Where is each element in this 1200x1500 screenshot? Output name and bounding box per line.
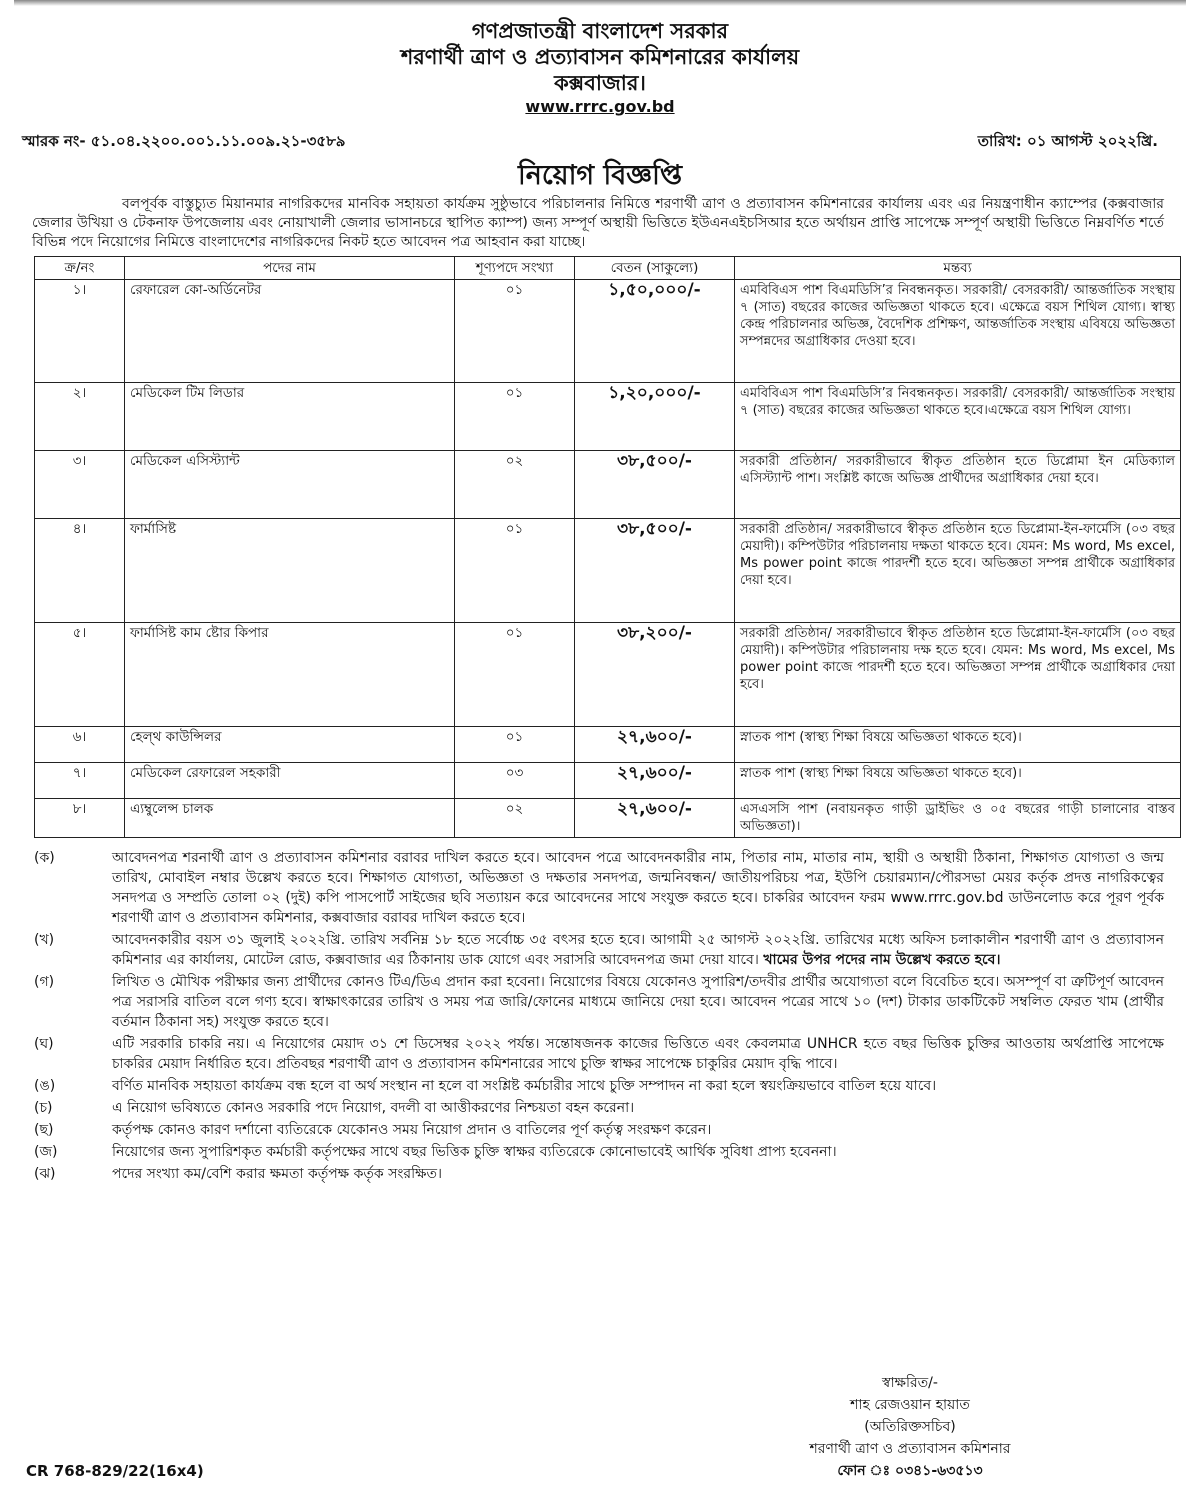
govt-title: গণপ্রজাতন্ত্রী বাংলাদেশ সরকার xyxy=(471,19,729,43)
condition-item xyxy=(34,1098,1164,1118)
cell-vacancy: ০২ xyxy=(455,451,575,519)
condition-item xyxy=(34,1164,1164,1184)
cell-sl: ৩। xyxy=(35,451,125,519)
condition-label: (ঘ) xyxy=(34,1036,54,1052)
notice-title: নিয়োগ বিজ্ঞপ্তি xyxy=(517,160,683,191)
memo-date: তারিখ: ০১ আগস্ট ২০২২খ্রি. xyxy=(977,132,1158,150)
table-row xyxy=(35,727,1181,763)
table-header-row xyxy=(35,257,1181,280)
condition-item xyxy=(34,1120,1164,1140)
cell-sl: ৪। xyxy=(35,519,125,623)
cell-salary: ৩৮,৫০০/- xyxy=(575,451,735,519)
cell-vacancy: ০১ xyxy=(455,623,575,727)
condition-item xyxy=(34,1142,1164,1162)
cell-vacancy: ০১ xyxy=(455,383,575,451)
cell-post: মেডিকেল রেফারেল সহকারী xyxy=(125,763,455,799)
cell-post: ফার্মাসিষ্ট xyxy=(125,519,455,623)
condition-label: (ঝ) xyxy=(34,1166,56,1182)
condition-label: (গ) xyxy=(34,974,55,990)
table-row xyxy=(35,799,1181,838)
header-block xyxy=(14,18,1186,118)
signature-block xyxy=(720,1372,1100,1482)
condition-item xyxy=(34,848,1164,928)
condition-label: (ক) xyxy=(34,850,55,866)
condition-text: নিয়োগের জন্য সুপারিশকৃত কর্মচারী কর্তৃপক্ষের সাথে বছর ভিত্তিক চুক্তি স্বাক্ষর ব্যতিরেকে কোনোভাবেই আর্থিক সুবিধা প্রাপ্য হবেননা। xyxy=(112,1144,837,1160)
condition-item xyxy=(34,972,1164,1032)
condition-label: (ছ) xyxy=(34,1122,54,1138)
condition-text: কর্তৃপক্ষ কোনও কারণ দর্শানো ব্যতিরেকে যেকোনও সময় নিয়োগ প্রদান ও বাতিলের পূর্ণ কর্তৃত্ব সংরক্ষণ করেন। xyxy=(112,1122,712,1138)
intro-paragraph: বলপূর্বক বাস্তুচ্যুত মিয়ানমার নাগরিকদের মানবিক সহায়তা কার্যক্রম সুষ্ঠুভাবে পরিচালনার নিমিত্তে শরণার্থী ত্রাণ ও প্রত্যাবাসন কমিশনারের কার্যালয় এবং এর নিয়ন্ত্রণাধীন ক্যাম্পের (কক্সবাজার জেলার উখিয়া ও টেকনাফ উপজেলায় এবং নোয়াখালী জেলার ভাসানচরে স্থাপিত ক্যাম্প) জন্য সম্পূর্ণ অস্থায়ী ভিত্তিতে ইউএনএইচসিআর হতে অর্থায়ন প্রাপ্তি সাপেক্ষে সম্পূর্ণ অস্থায়ী ভিত্তিতে নিম্নবর্ণিত শর্তে বিভিন্ন পদে নিয়োগের নিমিত্তে বাংলাদেশের নাগরিকদের নিকট হতে আবেদন পত্র আহবান করা যাচ্ছে। xyxy=(32,196,1164,250)
condition-bold-text: খামের উপর পদের নাম উল্লেখ করতে হবে। xyxy=(763,952,1001,968)
table-row xyxy=(35,623,1181,727)
cell-salary: ২৭,৬০০/- xyxy=(575,763,735,799)
condition-text: আবেদনকারীর বয়স ৩১ জুলাই ২০২২খ্রি. তারিখ সর্বনিম্ন ১৮ হতে সর্বোচ্চ ৩৫ বৎসর হতে হবে। আগামী ২৫ আগস্ট ২০২২খ্রি. তারিখের মধ্যে অফিস চলাকালীন শরণার্থী ত্রাণ ও প্রত্যাবাসন কমিশনার এর কার্যালয়, মোটেল রোড, কক্সবাজার এর ঠিকানায় ডাক যোগে এবং সরাসরি আবেদনপত্র জমা দেয়া যাবে। xyxy=(112,932,1164,968)
signatory-office: শরণার্থী ত্রাণ ও প্রত্যাবাসন কমিশনার xyxy=(809,1441,1011,1457)
cell-remarks: সরকারী প্রতিষ্ঠান/ সরকারীভাবে স্বীকৃত প্রতিষ্ঠান হতে ডিপ্লোমা-ইন-ফার্মেসি (০৩ বছর মেয়াদী)। কম্পিউটার পরিচালনায় দক্ষ হতে হবে। যেমন: Ms word, Ms excel, Ms power point কাজে পারদর্শী হতে হবে। অভিজ্ঞতা সম্পন্ন প্রার্থীকে অগ্রাধিকার দেয়া হবে। xyxy=(735,623,1181,727)
cell-remarks: সরকারী প্রতিষ্ঠান/ সরকারীভাবে স্বীকৃত প্রতিষ্ঠান হতে ডিপ্লোমা ইন মেডিক্যাল এসিস্ট্যান্ট পাশ। সংশ্লিষ্ট কাজে অভিজ্ঞ প্রার্থীদের অগ্রাধিকার দেয়া হবে। xyxy=(735,451,1181,519)
header-remarks: মন্তব্য xyxy=(735,257,1181,280)
cell-salary: ২৭,৬০০/- xyxy=(575,727,735,763)
cell-sl: ১। xyxy=(35,280,125,383)
cell-sl: ৮। xyxy=(35,799,125,838)
condition-label: (ঙ) xyxy=(34,1078,56,1094)
conditions-list xyxy=(34,848,1164,1184)
cell-salary: ৩৮,৫০০/- xyxy=(575,519,735,623)
table-row xyxy=(35,383,1181,451)
cell-post: ফার্মাসিষ্ট কাম ষ্টোর কিপার xyxy=(125,623,455,727)
condition-text: বর্ণিত মানবিক সহায়তা কার্যক্রম বন্ধ হলে বা অর্থ সংস্থান না হলে বা সংশ্লিষ্ট কর্মচারীর সাথে চুক্তি সম্পাদন না করা হলে স্বয়ংক্রিয়ভাবে বাতিল হয়ে যাবে। xyxy=(112,1078,937,1094)
signed-mark: স্বাক্ষরিত/- xyxy=(882,1375,938,1391)
cell-vacancy: ০৩ xyxy=(455,763,575,799)
condition-label: (চ) xyxy=(34,1100,53,1116)
cell-sl: ৫। xyxy=(35,623,125,727)
cell-post: রেফারেল কো-অর্ডিনেটর xyxy=(125,280,455,383)
cell-remarks: এমবিবিএস পাশ বিএমডিসি’র নিবন্ধনকৃত। সরকারী/ বেসরকারী/ আন্তর্জাতিক সংস্থায় ৭ (সাত) বছরের কাজের অভিজ্ঞতা থাকতে হবে। এক্ষেত্রে বয়স শিথিল যোগ্য। স্বাস্থ্য কেন্দ্র পরিচালনার অভিজ্ঞ, বৈদেশিক প্রশিক্ষণ, আন্তর্জাতিক সংস্থায় এবিষয়ে অভিজ্ঞতা সম্পন্নদের অগ্রাধিকার দেওয়া হবে। xyxy=(735,280,1181,383)
memo-ref: স্মারক নং- ৫১.০৪.২২০০.০০১.১১.০০৯.২১-৩৫৮৯ xyxy=(22,132,346,150)
cr-code: CR 768-829/22(16x4) xyxy=(26,1462,204,1480)
condition-text: এটি সরকারি চাকরি নয়। এ নিয়োগের মেয়াদ ৩১ শে ডিসেম্বর ২০২২ পর্যন্ত। সন্তোষজনক কাজের ভিত্তিতে এবং কেবলমাত্র UNHCR হতে বছর ভিত্তিক চুক্তির আওতায় অর্থপ্রাপ্তি সাপেক্ষে চাকরির মেয়াদ নির্ধারিত হবে। প্রতিবছর শরণার্থী ত্রাণ ও প্রত্যাবাসন কমিশনারের সাথে চুক্তি স্বাক্ষর সাপেক্ষে চাকুরির মেয়াদ বৃদ্ধি পাবে। xyxy=(112,1036,1164,1072)
cell-vacancy: ০২ xyxy=(455,799,575,838)
signatory-phone: ফোন ঃ ০৩৪১-৬৩৫১৩ xyxy=(837,1463,983,1479)
cell-remarks: স্নাতক পাশ (স্বাস্থ্য শিক্ষা বিষয়ে অভিজ্ঞতা থাকতে হবে)। xyxy=(735,763,1181,799)
cell-vacancy: ০১ xyxy=(455,727,575,763)
cell-sl: ৬। xyxy=(35,727,125,763)
cell-remarks: এসএসসি পাশ (নবায়নকৃত গাড়ী ড্রাইভিং ও ০৫ বছরের গাড়ী চালানোর বাস্তব অভিজ্ঞতা)। xyxy=(735,799,1181,838)
cell-salary: ১,৫০,০০০/- xyxy=(575,280,735,383)
cell-post: মেডিকেল এসিস্ট্যান্ট xyxy=(125,451,455,519)
table-row xyxy=(35,280,1181,383)
condition-text: এ নিয়োগ ভবিষ্যতে কোনও সরকারি পদে নিয়োগ, বদলী বা আত্তীকরণের নিশ্চয়তা বহন করেনা। xyxy=(112,1100,635,1116)
condition-label: (জ) xyxy=(34,1144,58,1160)
cell-remarks: স্নাতক পাশ (স্বাস্থ্য শিক্ষা বিষয়ে অভিজ্ঞতা থাকতে হবে)। xyxy=(735,727,1181,763)
office-title: শরণার্থী ত্রাণ ও প্রত্যাবাসন কমিশনারের কার্যালয় xyxy=(400,45,800,69)
cell-post: এ্যম্বুলেন্স চালক xyxy=(125,799,455,838)
header-sl: ক্র/নং xyxy=(35,257,125,280)
signatory-designation: (অতিরিক্তসচিব) xyxy=(864,1419,956,1435)
cell-salary: ১,২০,০০০/- xyxy=(575,383,735,451)
condition-label: (খ) xyxy=(34,932,55,948)
top-cropped-strip xyxy=(14,0,1186,6)
cell-remarks: এমবিবিএস পাশ বিএমডিসি’র নিবন্ধনকৃত। সরকারী/ বেসরকারী/ আন্তর্জাতিক সংস্থায় ৭ (সাত) বছরের কাজের অভিজ্ঞতা থাকতে হবে।এক্ষেত্রে বয়স শিথিল যোগ্য। xyxy=(735,383,1181,451)
cell-sl: ৭। xyxy=(35,763,125,799)
cell-post: মেডিকেল টিম লিডার xyxy=(125,383,455,451)
memo-row xyxy=(22,130,1158,155)
condition-item xyxy=(34,1034,1164,1074)
cell-salary: ৩৮,২০০/- xyxy=(575,623,735,727)
table-row xyxy=(35,519,1181,623)
header-post: পদের নাম xyxy=(125,257,455,280)
condition-item xyxy=(34,930,1164,970)
cell-remarks: সরকারী প্রতিষ্ঠান/ সরকারীভাবে স্বীকৃত প্রতিষ্ঠান হতে ডিপ্লোমা-ইন-ফার্মেসি (০৩ বছর মেয়াদী)। কম্পিউটার পরিচালনায় দক্ষতা থাকতে হবে। যেমন: Ms word, Ms excel, Ms power point কাজে পারদর্শী হতে হবে। অভিজ্ঞতা সম্পন্ন প্রার্থীকে অগ্রাধিকার দেয়া হবে। xyxy=(735,519,1181,623)
table-row xyxy=(35,451,1181,519)
condition-text-wrap xyxy=(112,930,1164,970)
condition-text: আবেদনপত্র শরনার্থী ত্রাণ ও প্রত্যাবাসন কমিশনার বরাবর দাখিল করতে হবে। আবেদন পত্রে আবেদনকারীর নাম, পিতার নাম, মাতার নাম, স্থায়ী ও অস্থায়ী ঠিকানা, শিক্ষাগত যোগ্যতা ও জন্ম তারিখ, মোবাইল নম্বার উল্লেখ করতে হবে। শিক্ষাগত যোগ্যতা, অভিজ্ঞতা ও দক্ষতার সনদপত্র, জন্মনিবন্ধন/ জাতীয়পরিচয় পত্র, ইউপি চেয়ারম্যান/পৌরসভা মেয়র কর্তৃক প্রদত্ত নাগরিকত্বের সনদপত্র ও সম্প্রতি তোলা ০২ (দুই) কপি পাসপোর্ট সাইজের ছবি সত্যায়ন করে আবেদনের সাথে সংযুক্ত করতে হবে। চাকরির আবেদন ফরম www.rrrc.gov.bd ডাউনলোড করে পূরণ পূর্বক শরণার্থী ত্রাণ ও প্রত্যাবাসন কমিশনার, কক্সবাজার বরাবর দাখিল করতে হবে। xyxy=(112,850,1164,926)
cell-vacancy: ০১ xyxy=(455,280,575,383)
header-vacancy: শূণ্যপদে সংখ্যা xyxy=(455,257,575,280)
signatory-name: শাহ রেজওয়ান হায়াত xyxy=(850,1397,970,1413)
table-row xyxy=(35,763,1181,799)
cell-salary: ২৭,৬০০/- xyxy=(575,799,735,838)
condition-item xyxy=(34,1076,1164,1096)
website-link[interactable]: www.rrrc.gov.bd xyxy=(525,97,675,116)
header-salary: বেতন (সাকুল্যে) xyxy=(575,257,735,280)
condition-text: পদের সংখ্যা কম/বেশি করার ক্ষমতা কর্তৃপক্ষ কর্তৃক সংরক্ষিত। xyxy=(112,1166,442,1182)
posts-table xyxy=(34,256,1181,838)
office-location: কক্সবাজার। xyxy=(554,71,646,95)
cell-vacancy: ০১ xyxy=(455,519,575,623)
cell-sl: ২। xyxy=(35,383,125,451)
cell-post: হেল্থ কাউন্সিলর xyxy=(125,727,455,763)
condition-text: লিখিত ও মৌখিক পরীক্ষার জন্য প্রার্থীদের কোনও টিএ/ডিএ প্রদান করা হবেনা। নিয়োগের বিষয়ে যেকোনও সুপারিশ/তদবীর প্রার্থীর অযোগ্যতা বলে বিবেচিত হবে। অসম্পূর্ণ বা ত্রুটিপূর্ণ আবেদন পত্র সরাসরি বাতিল বলে গণ্য হবে। স্বাক্ষাৎকারের তারিখ ও সময় পত্র জারি/ফোনের মাধ্যমে জানিয়ে দেয়া হবে। আবেদন পত্রের সাথে ১০ (দশ) টাকার ডাকটিকেট সম্বলিত ফেরত খাম (প্রার্থীর বর্তমান ঠিকানা সহ) সংযুক্ত করতে হবে। xyxy=(112,974,1164,1030)
